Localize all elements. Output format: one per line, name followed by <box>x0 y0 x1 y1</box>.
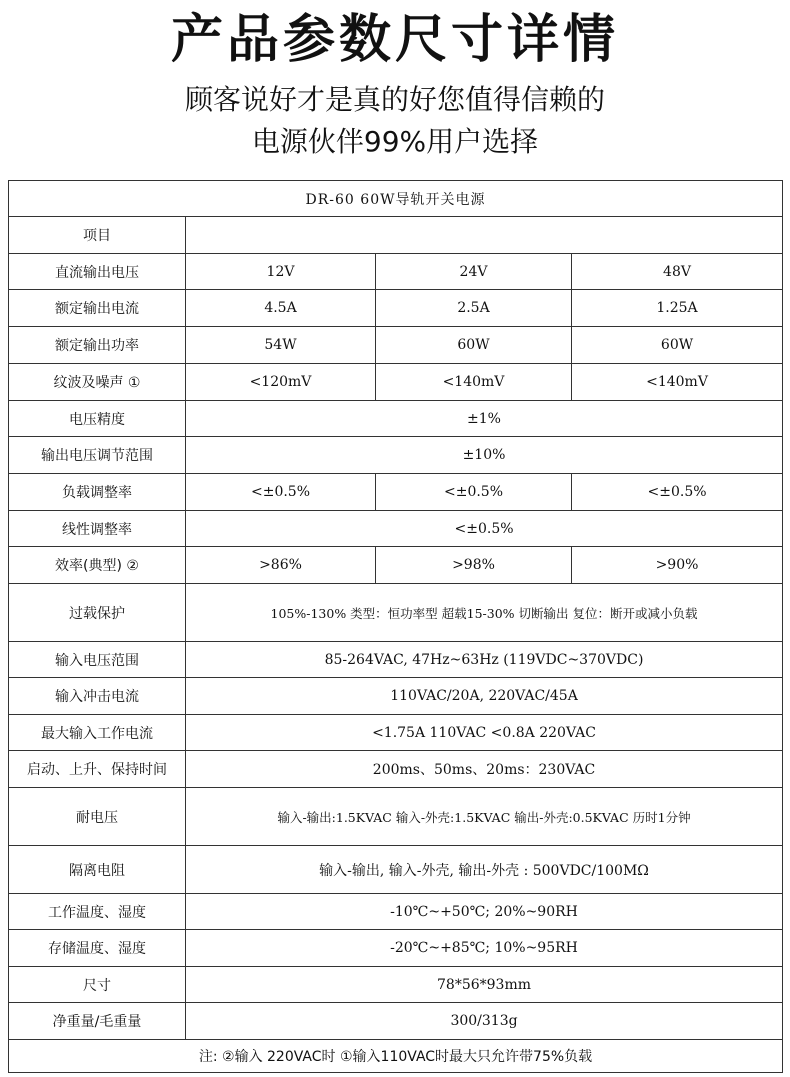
value-cell: 105%-130% 类型：恒功率型 超载15-30% 切断输出 复位：断开或减小负载 <box>186 584 783 642</box>
value-cell: ±1% <box>186 401 783 437</box>
table-row <box>9 401 783 437</box>
row-label: 线性调整率 <box>9 511 186 547</box>
table-row <box>9 254 783 290</box>
table-row <box>9 584 783 642</box>
row-label: 额定输出功率 <box>9 327 186 364</box>
table-row <box>9 437 783 474</box>
value-cell: >86% <box>186 547 376 584</box>
table-row <box>9 788 783 846</box>
value-cell: 78*56*93mm <box>186 967 783 1003</box>
row-label: 工作温度、湿度 <box>9 894 186 930</box>
subtitle-line-2: 电源伙伴99%用户选择 <box>251 125 539 158</box>
value-cell: 300/313g <box>186 1003 783 1040</box>
row-label: 存储温度、湿度 <box>9 930 186 967</box>
row-label: 效率(典型) ② <box>9 547 186 584</box>
row-label: 输入冲击电流 <box>9 678 186 715</box>
table-row <box>9 751 783 788</box>
value-cell: <140mV <box>376 364 572 401</box>
row-label: 输出电压调节范围 <box>9 437 186 474</box>
table-row <box>9 930 783 967</box>
row-label: 电压精度 <box>9 401 186 437</box>
empty-cell <box>186 217 783 254</box>
row-label: 负载调整率 <box>9 474 186 511</box>
table-row <box>9 290 783 327</box>
value-cell: 110VAC/20A, 220VAC/45A <box>186 678 783 715</box>
subtitle-line-1: 顾客说好才是真的好您值得信赖的 <box>184 83 605 116</box>
value-cell: 输入-输出:1.5KVAC 输入-外壳:1.5KVAC 输出-外壳:0.5KVAC 历时1分钟 <box>186 788 783 846</box>
table-row <box>9 1003 783 1040</box>
value-cell: <1.75A 110VAC <0.8A 220VAC <box>186 715 783 751</box>
value-cell: 1.25A <box>572 290 783 327</box>
value-cell: 24V <box>376 254 572 290</box>
value-cell: -10℃~+50℃; 20%~90RH <box>186 894 783 930</box>
row-label: 隔离电阻 <box>9 846 186 894</box>
row-label: 尺寸 <box>9 967 186 1003</box>
row-label: 纹波及噪声 ① <box>9 364 186 401</box>
page-title: 产品参数尺寸详情 <box>170 10 619 70</box>
table-row <box>9 894 783 930</box>
row-label: 耐电压 <box>9 788 186 846</box>
table-heading-row <box>9 181 783 217</box>
value-cell: 2.5A <box>376 290 572 327</box>
row-label: 最大输入工作电流 <box>9 715 186 751</box>
value-cell: <±0.5% <box>186 474 376 511</box>
table-row <box>9 642 783 678</box>
value-cell: <±0.5% <box>376 474 572 511</box>
table-row <box>9 327 783 364</box>
table-row <box>9 511 783 547</box>
spec-table <box>8 180 783 1073</box>
note-row <box>9 1040 783 1073</box>
table-heading: DR-60 60W导轨开关电源 <box>9 181 783 217</box>
table-note: 注: ②输入 220VAC时 ①输入110VAC时最大只允许带75%负载 <box>9 1040 783 1073</box>
value-cell: <±0.5% <box>572 474 783 511</box>
row-label: 净重量/毛重量 <box>9 1003 186 1040</box>
value-cell: <140mV <box>572 364 783 401</box>
page-header <box>0 0 790 175</box>
table-row <box>9 547 783 584</box>
value-cell: ±10% <box>186 437 783 474</box>
value-cell: 12V <box>186 254 376 290</box>
row-label: 项目 <box>9 217 186 254</box>
row-label: 启动、上升、保持时间 <box>9 751 186 788</box>
table-row <box>9 846 783 894</box>
value-cell: 85-264VAC, 47Hz~63Hz (119VDC~370VDC) <box>186 642 783 678</box>
table-row <box>9 364 783 401</box>
table-row <box>9 967 783 1003</box>
table-row <box>9 715 783 751</box>
value-cell: 200ms、50ms、20ms：230VAC <box>186 751 783 788</box>
value-cell: >98% <box>376 547 572 584</box>
row-label: 过载保护 <box>9 584 186 642</box>
value-cell: 输入-输出, 输入-外壳, 输出-外壳 : 500VDC/100MΩ <box>186 846 783 894</box>
value-cell: 48V <box>572 254 783 290</box>
value-cell: 60W <box>376 327 572 364</box>
value-cell: 54W <box>186 327 376 364</box>
table-row <box>9 474 783 511</box>
value-cell: 60W <box>572 327 783 364</box>
row-label: 直流输出电压 <box>9 254 186 290</box>
value-cell: <±0.5% <box>186 511 783 547</box>
table-row <box>9 678 783 715</box>
value-cell: -20℃~+85℃; 10%~95RH <box>186 930 783 967</box>
value-cell: 4.5A <box>186 290 376 327</box>
value-cell: >90% <box>572 547 783 584</box>
row-label: 输入电压范围 <box>9 642 186 678</box>
row-label: 额定输出电流 <box>9 290 186 327</box>
value-cell: <120mV <box>186 364 376 401</box>
table-row <box>9 217 783 254</box>
